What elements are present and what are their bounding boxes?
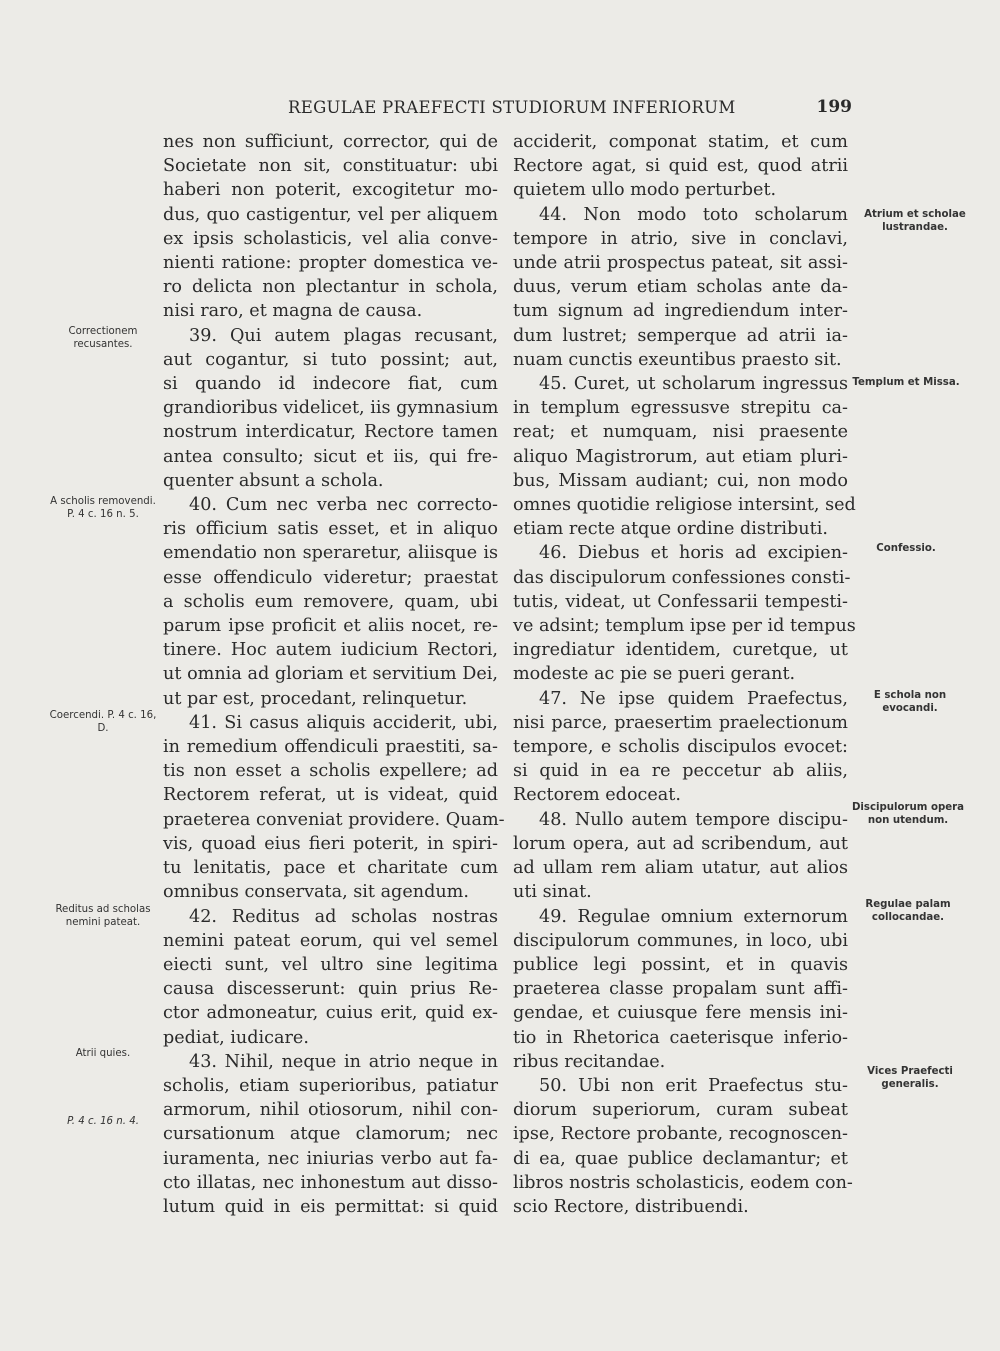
left-line: nisi raro, et magna de causa.	[163, 301, 423, 322]
left-line: cto illatas, nec inhonestum aut disso-	[163, 1172, 498, 1193]
left-line: ut omnia ad gloriam et servitium Dei,	[163, 664, 498, 685]
left-line: dus, quo castigentur, vel per aliquem	[163, 204, 498, 225]
margin-note-reference: P. 4 c. 16 n. 4.	[67, 1116, 139, 1127]
right-line: si quid in ea re peccetur ab aliis,	[513, 761, 848, 782]
right-line: modeste ac pie se pueri gerant.	[513, 664, 796, 685]
right-line: unde atrii prospectus pateat, sit assi-	[513, 253, 848, 274]
right-line: bus, Missam audiant; cui, non modo	[513, 470, 848, 491]
left-line: si quando id indecore fiat, cum	[163, 374, 498, 395]
right-line: nuam cunctis exeuntibus praesto sit.	[513, 349, 842, 370]
right-line: 45. Curet, ut scholarum ingressus	[539, 374, 848, 395]
left-line: causa discesserunt: quin prius Re-	[163, 979, 498, 1000]
left-line: 43. Nihil, neque in atrio neque in	[189, 1051, 498, 1072]
right-line: tum signum ad ingrediendum inter-	[513, 301, 848, 322]
left-line: emendatio non speraretur, aliisque is	[163, 543, 498, 564]
left-text-column	[163, 130, 505, 1219]
right-line: publice legi possint, et in quavis	[513, 954, 848, 975]
right-line: duus, verum etiam scholas ante da-	[513, 277, 848, 298]
left-line: tinere. Hoc autem iudicium Rectori,	[163, 640, 498, 661]
margin-note-correctionem: Correctionem recusantes.	[68, 326, 138, 350]
page-header	[160, 98, 860, 126]
right-line: libros nostris scholasticis, eodem con-	[513, 1172, 853, 1193]
right-line: tutis, videat, ut Confessarii tempesti-	[513, 591, 848, 612]
left-line: in remedium offendiculi praestiti, sa-	[163, 737, 498, 758]
left-line: 41. Si casus aliquis acciderit, ubi,	[189, 712, 498, 733]
right-line: dum lustret; semperque ad atrii ia-	[513, 325, 848, 346]
left-line: praeterea conveniat providere. Quam-	[163, 809, 505, 830]
left-line: quenter absunt a schola.	[163, 470, 384, 491]
left-line: ro delicta non plectantur in schola,	[163, 277, 498, 298]
left-line: ris officium satis esset, et in aliquo	[163, 519, 498, 540]
left-line: 40. Cum nec verba nec correcto-	[189, 495, 498, 516]
right-line: diorum superiorum, curam subeat	[513, 1100, 848, 1121]
left-line: pediat, iudicare.	[163, 1027, 309, 1048]
right-line: nisi parce, praesertim praelectionum	[513, 712, 848, 733]
left-line: cursationum atque clamorum; nec	[163, 1124, 498, 1145]
left-line: 42. Reditus ad scholas nostras	[189, 906, 498, 927]
right-line: ipse, Rectore probante, recognoscen-	[513, 1124, 848, 1145]
left-line: nostrum interdicatur, Rectore tamen	[163, 422, 498, 443]
right-line: scio Rectore, distribuendi.	[513, 1196, 749, 1217]
left-line: antea consulto; sicut et iis, qui fre-	[163, 446, 498, 467]
right-line: Rectore agat, si quid est, quod atrii	[513, 156, 848, 177]
left-line: lutum quid in eis permittat: si quid	[163, 1196, 498, 1217]
left-line: parum ipse proficit et aliis nocet, re-	[163, 616, 498, 637]
left-line: Societate non sit, constituatur: ubi	[163, 156, 498, 177]
right-line: quietem ullo modo perturbet.	[513, 180, 777, 201]
left-line: tis non esset a scholis expellere; ad	[163, 761, 498, 782]
margin-note-regulae: Regulae palam collocandae.	[865, 899, 951, 923]
right-line: etiam recte atque ordine distributi.	[513, 519, 828, 540]
right-line: das discipulorum confessiones consti-	[513, 567, 851, 588]
margin-note-reditus: Reditus ad scholas nemini pateat.	[55, 904, 151, 928]
left-line: ex ipsis scholasticis, vel alia conve-	[163, 228, 498, 249]
margin-note-coercendi: Coercendi. P. 4 c. 16, D.	[49, 710, 157, 734]
right-text-column	[513, 130, 856, 1219]
margin-note-discipulorum: Discipulorum opera non utendum.	[851, 802, 965, 826]
right-line: di ea, quae publice declamantur; et	[513, 1148, 848, 1169]
left-line: ut par est, procedant, relinquetur.	[163, 688, 468, 709]
left-line: nienti ratione: propter domestica ve-	[163, 253, 498, 274]
left-line: Rectorem referat, ut is videat, quid	[163, 785, 498, 806]
right-line: 48. Nullo autem tempore discipu-	[539, 809, 848, 830]
margin-note-vices: Vices Praefecti generalis.	[867, 1066, 953, 1090]
right-line: 44. Non modo toto scholarum	[539, 204, 848, 225]
margin-note-e-schola: E schola non evocandi.	[873, 690, 947, 714]
right-line: gendae, et cuiusque fere mensis ini-	[513, 1003, 848, 1024]
left-line: armorum, nihil otiosorum, nihil con-	[163, 1100, 498, 1121]
right-line: tempore in atrio, sive in conclavi,	[513, 228, 848, 249]
left-line: ctor admoneatur, cuius erit, quid ex-	[163, 1003, 498, 1024]
margin-note-confessio: Confessio.	[876, 543, 936, 554]
left-line: eiecti sunt, vel ultro sine legitima	[163, 954, 498, 975]
left-line: esse offendiculo videretur; praestat	[163, 567, 498, 588]
right-line: uti sinat.	[513, 882, 592, 903]
right-line: discipulorum communes, in loco, ubi	[513, 930, 848, 951]
right-line: ve adsint; templum ipse per id tempus	[513, 616, 856, 637]
left-line: omnibus conservata, sit agendum.	[163, 882, 469, 903]
right-line: ad ullam rem aliam utatur, aut alios	[513, 858, 848, 879]
right-line: omnes quotidie religiose intersint, sed	[513, 495, 856, 516]
right-line: 50. Ubi non erit Praefectus stu-	[539, 1075, 848, 1096]
right-line: in templum egressusve strepitu ca-	[513, 398, 848, 419]
left-line: vis, quoad eius fieri poterit, in spiri-	[163, 833, 498, 854]
left-line: aut cogantur, si tuto possint; aut,	[163, 349, 498, 370]
left-line: nemini pateat eorum, qui vel semel	[163, 930, 498, 951]
left-line: 39. Qui autem plagas recusant,	[189, 325, 498, 346]
running-title: REGULAE PRAEFECTI STUDIORUM INFERIORUM	[288, 98, 736, 117]
right-line: 46. Diebus et horis ad excipien-	[539, 543, 848, 564]
right-line: ribus recitandae.	[513, 1051, 666, 1072]
left-line: iuramenta, nec iniurias verbo aut fa-	[163, 1148, 498, 1169]
left-line: nes non sufficiunt, corrector, qui de	[163, 132, 498, 152]
right-line: acciderit, componat statim, et cum	[513, 132, 848, 152]
margin-note-a-scholis: A scholis removendi. P. 4 c. 16 n. 5.	[50, 496, 156, 520]
left-line: scholis, etiam superioribus, patiatur	[163, 1075, 498, 1096]
right-line: Rectorem edoceat.	[513, 785, 681, 806]
right-line: aliquo Magistrorum, aut etiam pluri-	[513, 446, 848, 467]
right-line: praeterea classe propalam sunt affi-	[513, 979, 848, 1000]
right-line: 49. Regulae omnium externorum	[539, 906, 848, 927]
left-line: grandioribus videlicet, iis gymnasium	[163, 398, 499, 419]
left-line: tu lenitatis, pace et charitate cum	[163, 858, 498, 879]
page-number: 199	[816, 97, 852, 117]
margin-note-templum: Templum et Missa.	[852, 377, 960, 388]
right-line: lorum opera, aut ad scribendum, aut	[513, 833, 848, 854]
right-line: tio in Rhetorica caeterisque inferio-	[513, 1027, 848, 1048]
right-line: tempore, e scholis discipulos evocet:	[513, 737, 848, 758]
right-line: ingrediatur identidem, curetque, ut	[513, 640, 848, 661]
right-line: 47. Ne ipse quidem Praefectus,	[539, 688, 848, 709]
left-line: haberi non poterit, excogitetur mo-	[163, 180, 498, 201]
margin-note-atrium: Atrium et scholae lustrandae.	[864, 209, 966, 233]
left-line: a scholis eum removere, quam, ubi	[163, 591, 498, 612]
margin-note-atrii-quies: Atrii quies.	[75, 1048, 131, 1059]
right-line: reat; et numquam, nisi praesente	[513, 422, 848, 443]
